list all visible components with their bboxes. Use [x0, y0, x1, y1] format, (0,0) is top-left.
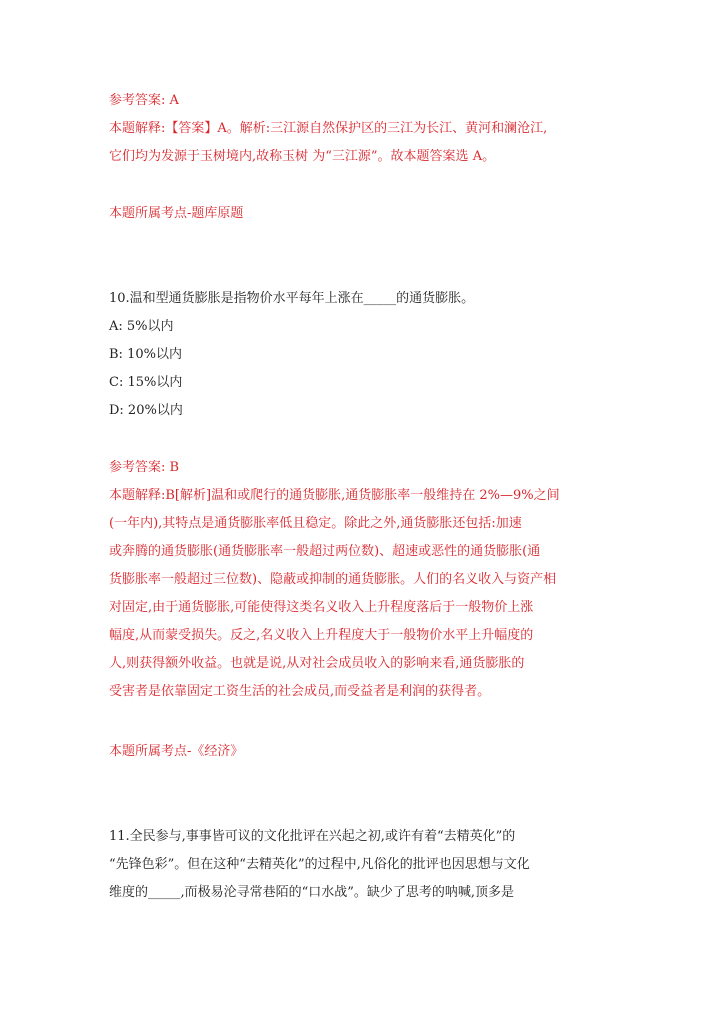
option-b: B: 10%以内 [109, 347, 182, 362]
option-c: C: 15%以内 [109, 375, 183, 390]
explanation-line: 受害者是依靠固定工资生活的社会成员,而受益者是利润的获得者。 [109, 684, 491, 699]
explanation-line: 本题解释:【答案】A。解析:三江源自然保护区的三江为长江、黄河和澜沧江, [109, 121, 548, 136]
question-stem-line: 维度的_____,而极易沦寻常巷陌的“口水战”。缺少了思考的呐喊,顶多是 [109, 885, 515, 900]
explanation-line: 或奔腾的通货膨胀(通货膨胀率一般超过两位数)、超速或恶性的通货膨胀(通 [109, 544, 541, 559]
answer-line: 参考答案: B [109, 460, 180, 475]
topic-label: 本题所属考点-题库原题 [109, 206, 244, 221]
question-stem: 10.温和型通货膨胀是指物价水平每年上涨在_____的通货膨胀。 [109, 291, 475, 306]
topic-line-q10 [109, 738, 609, 766]
explanation-line: 它们均为发源于玉树境内,故称玉树 为“三江源”。故本题答案选 A。 [109, 149, 496, 164]
option-d: D: 20%以内 [109, 403, 183, 418]
question-block-q11 [109, 823, 609, 907]
explanation-line [109, 706, 609, 734]
answer-block-q9 [109, 87, 609, 171]
question-stem-line: 11.全民参与,事事皆可议的文化批评在兴起之初,或许有着“去精英化”的 [109, 829, 516, 844]
explanation-line: 对固定,由于通货膨胀,可能使得这类名义收入上升程度落后于一般物价上涨 [109, 600, 534, 615]
topic-line-q9 [109, 200, 609, 228]
explanation-line: 幅度,从而蒙受损失。反之,名义收入上升程度大于一般物价水平上升幅度的 [109, 628, 534, 643]
explanation-line: (一年内),其特点是通货膨胀率低且稳定。除此之外,通货膨胀还包括:加速 [109, 516, 522, 531]
question-block-q10 [109, 285, 609, 425]
topic-label: 本题所属考点-《经济》 [109, 744, 244, 759]
answer-line: 参考答案: A [109, 93, 179, 108]
explanation-line: 本题解释:B[解析]温和或爬行的通货膨胀,通货膨胀率一般维持在 2%—9%之间 [109, 488, 560, 503]
question-stem-line: “先锋色彩”。但在这种“去精英化”的过程中,凡俗化的批评也因思想与文化 [109, 857, 530, 872]
option-a: A: 5%以内 [109, 319, 174, 334]
explanation-line: 人,则获得额外收益。也就是说,从对社会成员收入的影响来看,通货膨胀的 [109, 656, 525, 671]
answer-block-q10 [109, 454, 609, 734]
explanation-line: 货膨胀率一般超过三位数)、隐蔽或抑制的通货膨胀。人们的名义收入与资产相 [109, 572, 557, 587]
